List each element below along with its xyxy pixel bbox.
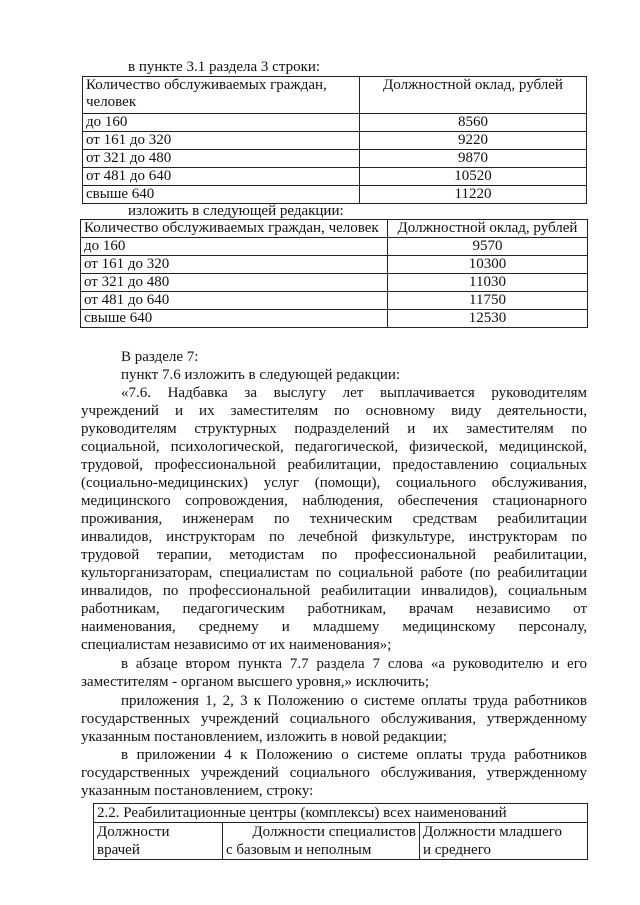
table-row (83, 168, 587, 186)
paragraph-line: указанным постановлением, строку: (81, 783, 314, 799)
header-cell-specialists (223, 823, 420, 860)
table-row (83, 150, 587, 168)
row-value: 10520 (360, 168, 587, 186)
paragraph-line: указанным постановлением, изложить в новой редакции; (81, 729, 447, 745)
row-value: 11030 (388, 274, 588, 292)
header-cell-count: Количество обслуживаемых граждан, человек (81, 220, 388, 238)
header-cell-salary: Должностной оклад, рублей (360, 77, 587, 114)
table-title-row (94, 804, 588, 823)
row-value: 9870 (360, 150, 587, 168)
intro-text-2: изложить в следующей редакции: (128, 203, 344, 219)
paragraph-line: руководителям структурных подразделений и их заместителям по (81, 421, 587, 437)
row-value: 8560 (360, 114, 587, 132)
intro-text-1: в пункте 3.1 раздела 3 строки: (128, 59, 321, 75)
header-cell-doctors (94, 823, 223, 860)
header-cell-salary: Должностной оклад, рублей (388, 220, 588, 238)
table-header-row (81, 220, 588, 238)
paragraph-line: приложения 1, 2, 3 к Положению о системе оплаты труда работников (121, 693, 587, 709)
section-heading: В разделе 7: (121, 349, 199, 365)
row-value: 10300 (388, 256, 588, 274)
header-line: с базовым и неполным (226, 842, 372, 858)
header-cell-count: Количество обслуживаемых граждан, человек (83, 77, 360, 114)
paragraph-line: наименования, среднему и младшему медицинскому персоналу, (81, 619, 587, 635)
paragraph-line: трудовой терапии, методистам по профессиональной реабилитации, (81, 547, 587, 563)
paragraph-line: (социально-медицинских) услуг (помощи), социального обслуживания, (81, 475, 587, 491)
row-label: от 161 до 320 (83, 132, 360, 150)
table-row (81, 292, 588, 310)
row-label: от 161 до 320 (81, 256, 388, 274)
header-cell-junior (420, 823, 588, 860)
row-value: 11220 (360, 186, 587, 204)
table-row (83, 132, 587, 150)
table-row (81, 310, 588, 328)
paragraph-line: работникам, педагогическим работникам, врачам независимо от (81, 601, 587, 617)
table-title: 2.2. Реабилитационные центры (комплексы) всех наименований (94, 804, 588, 823)
row-label: свыше 640 (81, 310, 388, 328)
paragraph-line: инвалидов, по профессиональной реабилитации инвалидов), социальным (81, 583, 587, 599)
rehab-centers-table (93, 803, 588, 860)
row-value: 12530 (388, 310, 588, 328)
paragraph-line: трудовой, профессиональной реабилитации, предоставлению социальных (81, 457, 587, 473)
point-intro: пункт 7.6 изложить в следующей редакции: (121, 367, 401, 383)
paragraph-line: в абзаце втором пункта 7.7 раздела 7 слова «а руководителю и его (121, 656, 587, 672)
paragraph-line: социальной, психологической, педагогической, физической, медицинской, (81, 439, 587, 455)
row-value: 9570 (388, 238, 588, 256)
paragraph-line: культорганизаторам, специалистам по социальной работе (по реабилитации (81, 565, 587, 581)
header-line: Должности специалистов (252, 824, 416, 840)
salary-table-old (82, 76, 587, 204)
paragraph-line: инвалидов, инструкторам по лечебной физкультуре, инструкторам по (81, 529, 587, 545)
salary-table-new (80, 219, 588, 328)
paragraph-line: государственных учреждений социального обслуживания, утвержденному (81, 765, 587, 781)
table-header-row (94, 823, 588, 860)
table-row (81, 238, 588, 256)
paragraph-line: заместителям - органом высшего уровня,» исключить; (81, 674, 430, 690)
row-label: до 160 (81, 238, 388, 256)
table-row (81, 256, 588, 274)
row-label: до 160 (83, 114, 360, 132)
paragraph-line: специалистам независимо от их наименования»; (81, 637, 392, 653)
header-line: врачей (97, 842, 140, 858)
paragraph-line: медицинского сопровождения, наблюдения, обеспечения стационарного (81, 493, 587, 509)
paragraph-line: государственных учреждений социального обслуживания, утвержденному (81, 711, 587, 727)
row-label: от 321 до 480 (83, 150, 360, 168)
row-value: 11750 (388, 292, 588, 310)
paragraph-line: в приложении 4 к Положению о системе оплаты труда работников (121, 747, 587, 763)
row-value: 9220 (360, 132, 587, 150)
table-header-row (83, 77, 587, 114)
row-label: от 321 до 480 (81, 274, 388, 292)
paragraph-line: «7.6. Надбавка за выслугу лет выплачивается руководителям (121, 385, 587, 401)
table-row (83, 114, 587, 132)
row-label: от 481 до 640 (81, 292, 388, 310)
paragraph-line: проживания, инженерам по техническим средствам реабилитации (81, 511, 587, 527)
paragraph-line: учреждений и их заместителям по основному виду деятельности, (81, 403, 587, 419)
row-label: свыше 640 (83, 186, 360, 204)
header-line: и среднего (423, 842, 491, 858)
row-label: от 481 до 640 (83, 168, 360, 186)
header-line: Должности (97, 824, 170, 840)
table-row (81, 274, 588, 292)
table-row (83, 186, 587, 204)
header-line: Должности младшего (423, 824, 563, 840)
